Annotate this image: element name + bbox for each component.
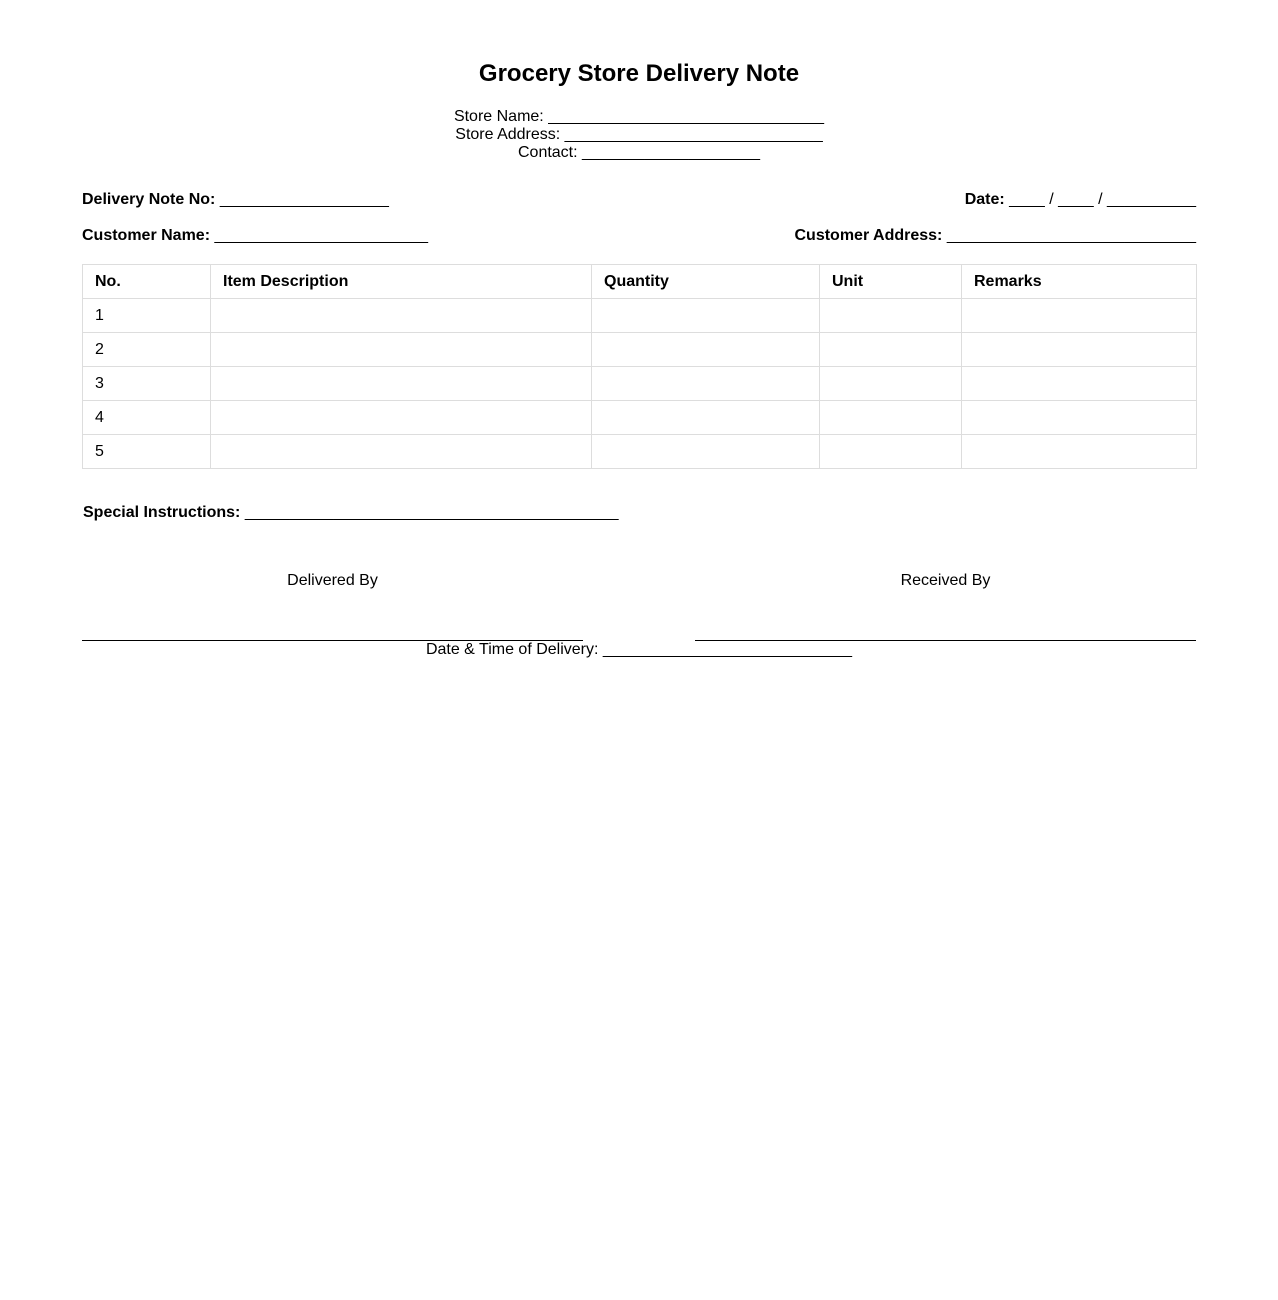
cell-quantity[interactable] (592, 435, 820, 469)
special-instructions-field (83, 503, 619, 523)
delivery-note-no-field (82, 190, 389, 210)
store-address-blank[interactable]: _____________________________ (564, 126, 823, 143)
cell-remarks[interactable] (962, 299, 1197, 333)
store-name-label: Store Name: (453, 108, 544, 125)
header-quantity: Quantity (592, 265, 820, 299)
cell-no: 1 (83, 299, 211, 333)
contact-label: Contact: (517, 144, 578, 161)
cell-item-description[interactable] (211, 367, 592, 401)
cell-unit[interactable] (820, 435, 962, 469)
customer-name-blank[interactable]: ________________________ (214, 227, 429, 244)
table-row (83, 401, 1197, 435)
cell-unit[interactable] (820, 299, 962, 333)
date-field (965, 190, 1196, 210)
cell-item-description[interactable] (211, 401, 592, 435)
cell-remarks[interactable] (962, 435, 1197, 469)
delivery-datetime-field (0, 640, 1278, 660)
delivery-note-no-blank[interactable]: ___________________ (219, 191, 389, 208)
customer-name-field (82, 226, 428, 246)
cell-remarks[interactable] (962, 367, 1197, 401)
customer-address-field (795, 226, 1197, 246)
items-table (82, 264, 1197, 469)
table-row (83, 367, 1197, 401)
cell-no: 2 (83, 333, 211, 367)
cell-unit[interactable] (820, 333, 962, 367)
customer-address-label: Customer Address: (794, 227, 943, 244)
header-unit: Unit (820, 265, 962, 299)
store-address-label: Store Address: (455, 126, 561, 143)
cell-remarks[interactable] (962, 401, 1197, 435)
cell-unit[interactable] (820, 367, 962, 401)
delivery-datetime-label: Date & Time of Delivery: (425, 641, 599, 658)
cell-quantity[interactable] (592, 367, 820, 401)
table-row (83, 435, 1197, 469)
table-header-row (83, 265, 1197, 299)
store-name-field (0, 108, 1278, 126)
date-blank[interactable]: ____ / ____ / __________ (1009, 191, 1196, 208)
cell-unit[interactable] (820, 401, 962, 435)
cell-item-description[interactable] (211, 299, 592, 333)
cell-quantity[interactable] (592, 333, 820, 367)
received-by-label: Received By (900, 572, 991, 589)
store-address-field (0, 126, 1278, 144)
delivered-by-label: Delivered By (287, 572, 378, 589)
special-instructions-label: Special Instructions: (83, 504, 241, 521)
table-row (83, 333, 1197, 367)
customer-address-blank[interactable]: ____________________________ (946, 227, 1196, 244)
store-name-blank[interactable]: _______________________________ (548, 108, 825, 125)
store-contact-field (0, 144, 1278, 162)
cell-item-description[interactable] (211, 333, 592, 367)
document-title: Grocery Store Delivery Note (478, 60, 800, 87)
cell-no: 3 (83, 367, 211, 401)
cell-quantity[interactable] (592, 401, 820, 435)
special-instructions-blank[interactable]: __________________________________________ (244, 504, 619, 521)
header-remarks: Remarks (962, 265, 1197, 299)
cell-no: 5 (83, 435, 211, 469)
header-no: No. (83, 265, 211, 299)
delivery-datetime-blank[interactable]: ____________________________ (602, 641, 853, 658)
table-row (83, 299, 1197, 333)
cell-no: 4 (83, 401, 211, 435)
delivery-note-no-label: Delivery Note No: (82, 191, 216, 208)
contact-blank[interactable]: ____________________ (582, 144, 760, 161)
cell-remarks[interactable] (962, 333, 1197, 367)
customer-name-label: Customer Name: (82, 227, 211, 244)
header-item-description: Item Description (211, 265, 592, 299)
cell-item-description[interactable] (211, 435, 592, 469)
cell-quantity[interactable] (592, 299, 820, 333)
date-label: Date: (964, 191, 1005, 208)
